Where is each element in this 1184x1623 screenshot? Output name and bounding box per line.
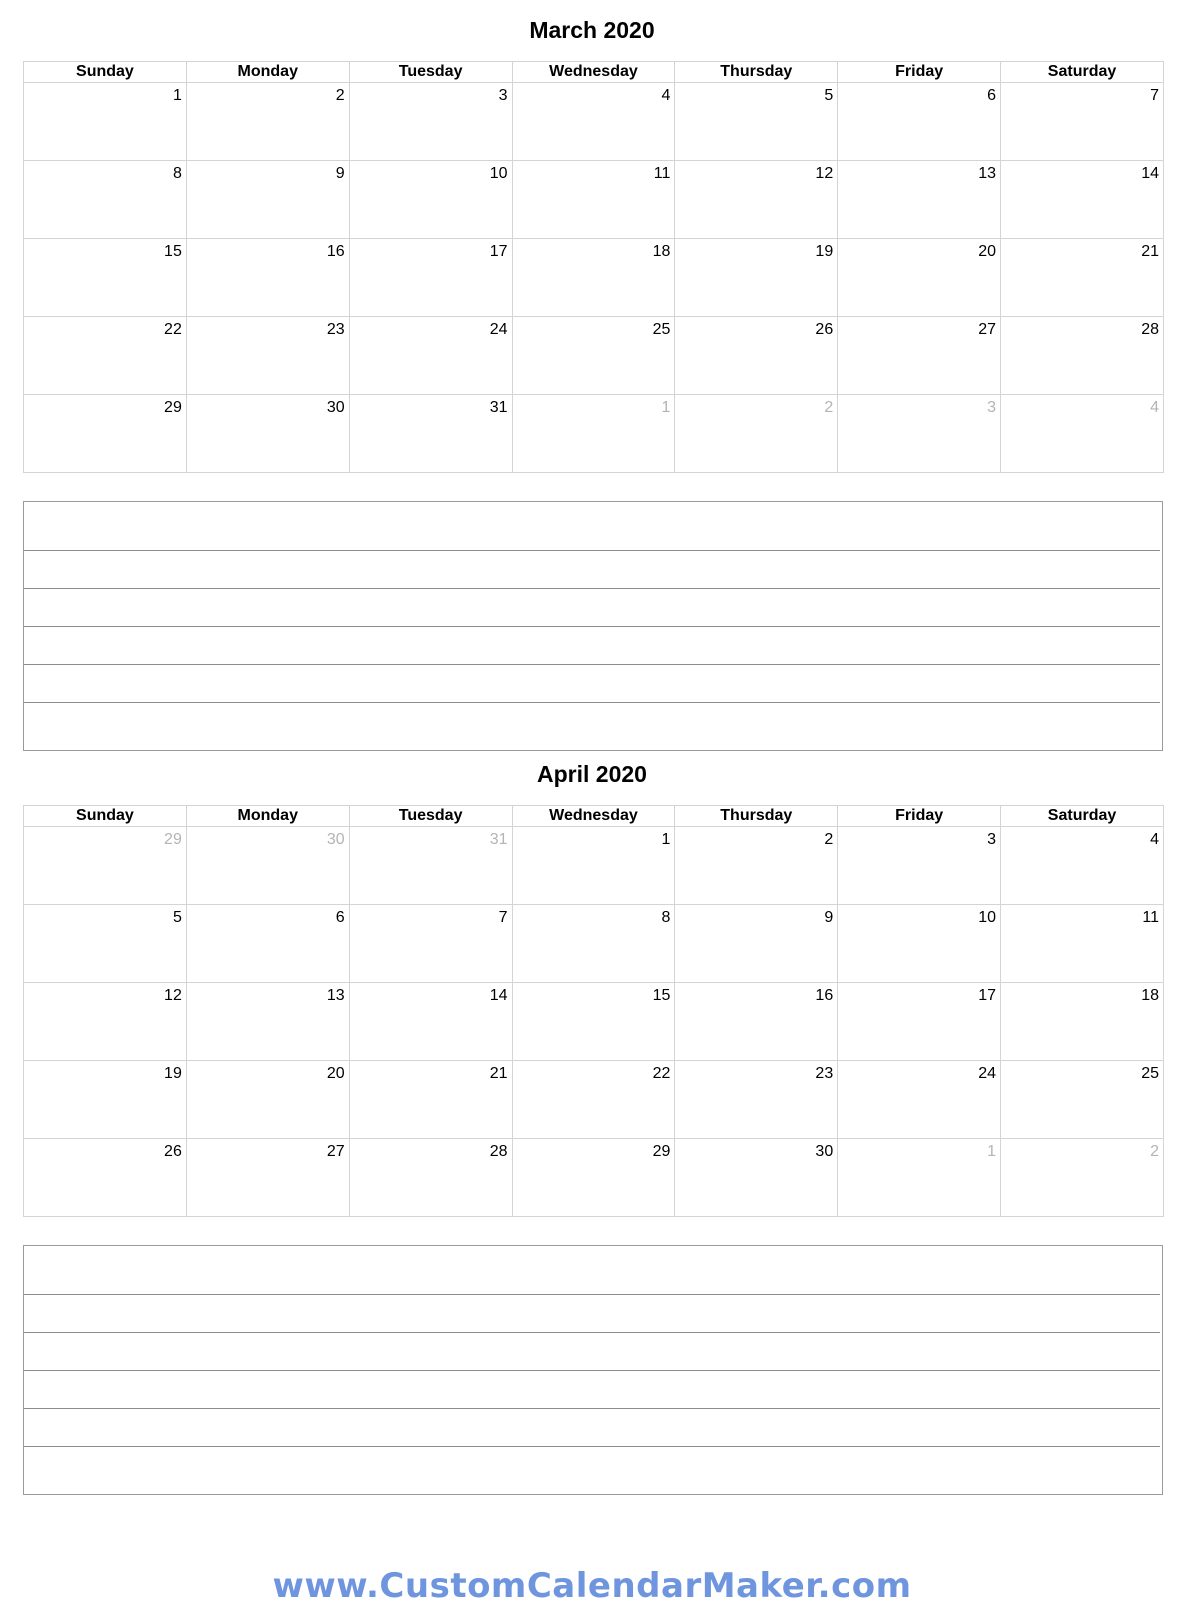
day-cell[interactable] [24, 1061, 187, 1139]
day-cell[interactable] [1001, 827, 1164, 905]
day-number: 10 [489, 165, 508, 182]
notes-line [24, 1408, 1160, 1409]
day-cell[interactable] [186, 239, 349, 317]
day-number: 24 [978, 1065, 997, 1082]
day-cell[interactable] [838, 1061, 1001, 1139]
week-row [24, 83, 1164, 161]
day-cell[interactable] [349, 983, 512, 1061]
day-cell[interactable] [24, 395, 187, 473]
day-number: 26 [815, 321, 834, 338]
day-cell[interactable] [512, 905, 675, 983]
day-number: 23 [326, 321, 345, 338]
day-number: 28 [489, 1143, 508, 1160]
day-number: 31 [489, 399, 508, 416]
day-cell[interactable] [1001, 983, 1164, 1061]
day-cell[interactable] [675, 983, 838, 1061]
notes-box-march[interactable] [23, 501, 1163, 751]
day-cell[interactable] [838, 239, 1001, 317]
day-number: 2 [1150, 1143, 1159, 1160]
day-number: 4 [1150, 399, 1159, 416]
day-cell-outside-month[interactable] [838, 1139, 1001, 1217]
week-row [24, 983, 1164, 1061]
day-cell-outside-month[interactable] [349, 827, 512, 905]
day-number: 21 [1141, 243, 1159, 260]
day-cell[interactable] [349, 83, 512, 161]
day-number: 5 [824, 87, 834, 104]
day-number: 30 [326, 399, 345, 416]
day-cell[interactable] [1001, 1061, 1164, 1139]
weekday-header: Tuesday [349, 806, 512, 827]
notes-box-april[interactable] [23, 1245, 1163, 1495]
day-number: 20 [326, 1065, 345, 1082]
week-row [24, 317, 1164, 395]
day-number: 4 [1150, 831, 1159, 848]
day-number: 2 [824, 831, 834, 848]
day-cell[interactable] [512, 827, 675, 905]
day-number: 14 [489, 987, 508, 1004]
day-cell[interactable] [24, 317, 187, 395]
day-cell[interactable] [186, 83, 349, 161]
day-cell[interactable] [512, 83, 675, 161]
day-number: 3 [498, 87, 508, 104]
day-number: 30 [326, 831, 345, 848]
notes-line [24, 702, 1160, 703]
day-cell[interactable] [349, 1061, 512, 1139]
day-number: 6 [335, 909, 345, 926]
week-row [24, 1139, 1164, 1217]
day-number: 29 [652, 1143, 671, 1160]
day-cell-outside-month[interactable] [1001, 395, 1164, 473]
day-number: 18 [1141, 987, 1159, 1004]
day-number: 22 [652, 1065, 671, 1082]
day-cell[interactable] [675, 1139, 838, 1217]
day-cell[interactable] [186, 983, 349, 1061]
day-number: 31 [489, 831, 508, 848]
day-number: 19 [164, 1065, 182, 1082]
weekday-header: Monday [186, 806, 349, 827]
day-cell[interactable] [349, 317, 512, 395]
day-number: 2 [335, 87, 345, 104]
calendar-grid-april [23, 805, 1164, 1217]
month-title-march: March 2020 [529, 17, 655, 43]
day-cell[interactable] [512, 317, 675, 395]
day-cell[interactable] [349, 1139, 512, 1217]
day-cell[interactable] [838, 161, 1001, 239]
day-cell[interactable] [512, 1061, 675, 1139]
weekday-header: Wednesday [512, 806, 675, 827]
day-number: 10 [978, 909, 997, 926]
day-cell[interactable] [24, 161, 187, 239]
day-number: 1 [661, 831, 671, 848]
day-number: 11 [653, 165, 671, 182]
weekday-header: Saturday [1001, 62, 1164, 83]
day-cell[interactable] [24, 905, 187, 983]
day-cell[interactable] [675, 317, 838, 395]
day-number: 15 [652, 987, 671, 1004]
day-cell[interactable] [675, 83, 838, 161]
day-cell[interactable] [512, 239, 675, 317]
day-number: 24 [489, 321, 508, 338]
day-number: 30 [815, 1143, 834, 1160]
day-cell[interactable] [675, 1061, 838, 1139]
day-number: 11 [1142, 909, 1159, 926]
day-number: 16 [326, 243, 345, 260]
calendar-body-april [24, 827, 1164, 1217]
week-row [24, 161, 1164, 239]
day-cell[interactable] [24, 239, 187, 317]
day-number: 3 [987, 399, 997, 416]
day-number: 12 [164, 987, 182, 1004]
day-cell[interactable] [838, 905, 1001, 983]
day-number: 13 [326, 987, 345, 1004]
day-cell[interactable] [24, 1139, 187, 1217]
day-cell[interactable] [24, 983, 187, 1061]
weekday-header: Thursday [675, 62, 838, 83]
day-cell-outside-month[interactable] [186, 827, 349, 905]
day-number: 12 [815, 165, 834, 182]
day-cell[interactable] [24, 83, 187, 161]
day-number: 5 [172, 909, 182, 926]
day-number: 18 [652, 243, 671, 260]
day-number: 8 [661, 909, 671, 926]
day-number: 23 [815, 1065, 834, 1082]
weekday-header: Friday [838, 62, 1001, 83]
day-number: 27 [326, 1143, 345, 1160]
day-number: 22 [164, 321, 182, 338]
day-number: 9 [335, 165, 345, 182]
day-cell[interactable] [186, 1139, 349, 1217]
day-cell[interactable] [186, 905, 349, 983]
day-number: 25 [1141, 1065, 1159, 1082]
month-title-april: April 2020 [537, 761, 647, 787]
day-number: 6 [987, 87, 997, 104]
notes-line [24, 664, 1160, 665]
day-cell[interactable] [186, 317, 349, 395]
weekday-header: Wednesday [512, 62, 675, 83]
day-cell[interactable] [349, 239, 512, 317]
weekday-header: Saturday [1001, 806, 1164, 827]
day-cell[interactable] [512, 161, 675, 239]
notes-line [24, 1294, 1160, 1295]
day-number: 17 [489, 243, 508, 260]
day-number: 3 [987, 831, 997, 848]
day-cell[interactable] [186, 1061, 349, 1139]
week-row [24, 239, 1164, 317]
day-number: 29 [164, 399, 182, 416]
day-cell[interactable] [512, 1139, 675, 1217]
notes-line [24, 626, 1160, 627]
notes-line [24, 588, 1160, 589]
calendar-grid-march [23, 61, 1164, 473]
day-cell[interactable] [1001, 83, 1164, 161]
day-cell[interactable] [512, 983, 675, 1061]
day-cell[interactable] [675, 827, 838, 905]
weekday-header-row [24, 806, 1164, 827]
day-cell[interactable] [675, 905, 838, 983]
day-number: 9 [824, 909, 834, 926]
day-number: 13 [978, 165, 997, 182]
weekday-header: Sunday [24, 62, 187, 83]
day-cell[interactable] [1001, 161, 1164, 239]
day-cell-outside-month[interactable] [1001, 1139, 1164, 1217]
day-number: 1 [172, 87, 182, 104]
day-cell[interactable] [349, 161, 512, 239]
day-cell-outside-month[interactable] [675, 395, 838, 473]
day-cell[interactable] [1001, 317, 1164, 395]
day-number: 17 [978, 987, 997, 1004]
day-number: 2 [824, 399, 834, 416]
day-number: 15 [164, 243, 182, 260]
notes-line [24, 1370, 1160, 1371]
day-number: 25 [652, 321, 671, 338]
day-number: 1 [661, 399, 671, 416]
day-cell-outside-month[interactable] [512, 395, 675, 473]
day-number: 26 [164, 1143, 182, 1160]
day-number: 8 [172, 165, 182, 182]
day-number: 19 [815, 243, 834, 260]
day-cell[interactable] [675, 161, 838, 239]
day-number: 21 [489, 1065, 508, 1082]
weekday-header: Sunday [24, 806, 187, 827]
day-cell-outside-month[interactable] [838, 395, 1001, 473]
notes-line [24, 550, 1160, 551]
day-number: 20 [978, 243, 997, 260]
day-number: 1 [987, 1143, 997, 1160]
day-cell[interactable] [838, 827, 1001, 905]
day-cell[interactable] [838, 317, 1001, 395]
day-cell[interactable] [186, 395, 349, 473]
week-row [24, 1061, 1164, 1139]
day-cell[interactable] [675, 239, 838, 317]
week-row [24, 827, 1164, 905]
week-row [24, 905, 1164, 983]
day-cell[interactable] [838, 983, 1001, 1061]
day-number: 29 [164, 831, 182, 848]
day-number: 27 [978, 321, 997, 338]
day-number: 16 [815, 987, 834, 1004]
weekday-header: Thursday [675, 806, 838, 827]
day-number: 7 [498, 909, 508, 926]
weekday-header: Friday [838, 806, 1001, 827]
day-cell[interactable] [186, 161, 349, 239]
footer-site-logo[interactable]: www.CustomCalendarMaker.com [272, 1566, 912, 1606]
day-cell[interactable] [838, 83, 1001, 161]
day-number: 28 [1141, 321, 1159, 338]
day-cell-outside-month[interactable] [24, 827, 187, 905]
day-cell[interactable] [1001, 905, 1164, 983]
notes-line [24, 1446, 1160, 1447]
day-number: 7 [1150, 87, 1159, 104]
week-row [24, 395, 1164, 473]
day-cell[interactable] [349, 905, 512, 983]
day-number: 14 [1141, 165, 1159, 182]
notes-line [24, 1332, 1160, 1333]
weekday-header-row [24, 62, 1164, 83]
day-cell[interactable] [1001, 239, 1164, 317]
weekday-header: Tuesday [349, 62, 512, 83]
day-cell[interactable] [349, 395, 512, 473]
day-number: 4 [661, 87, 671, 104]
calendar-body-march [24, 83, 1164, 473]
weekday-header: Monday [186, 62, 349, 83]
